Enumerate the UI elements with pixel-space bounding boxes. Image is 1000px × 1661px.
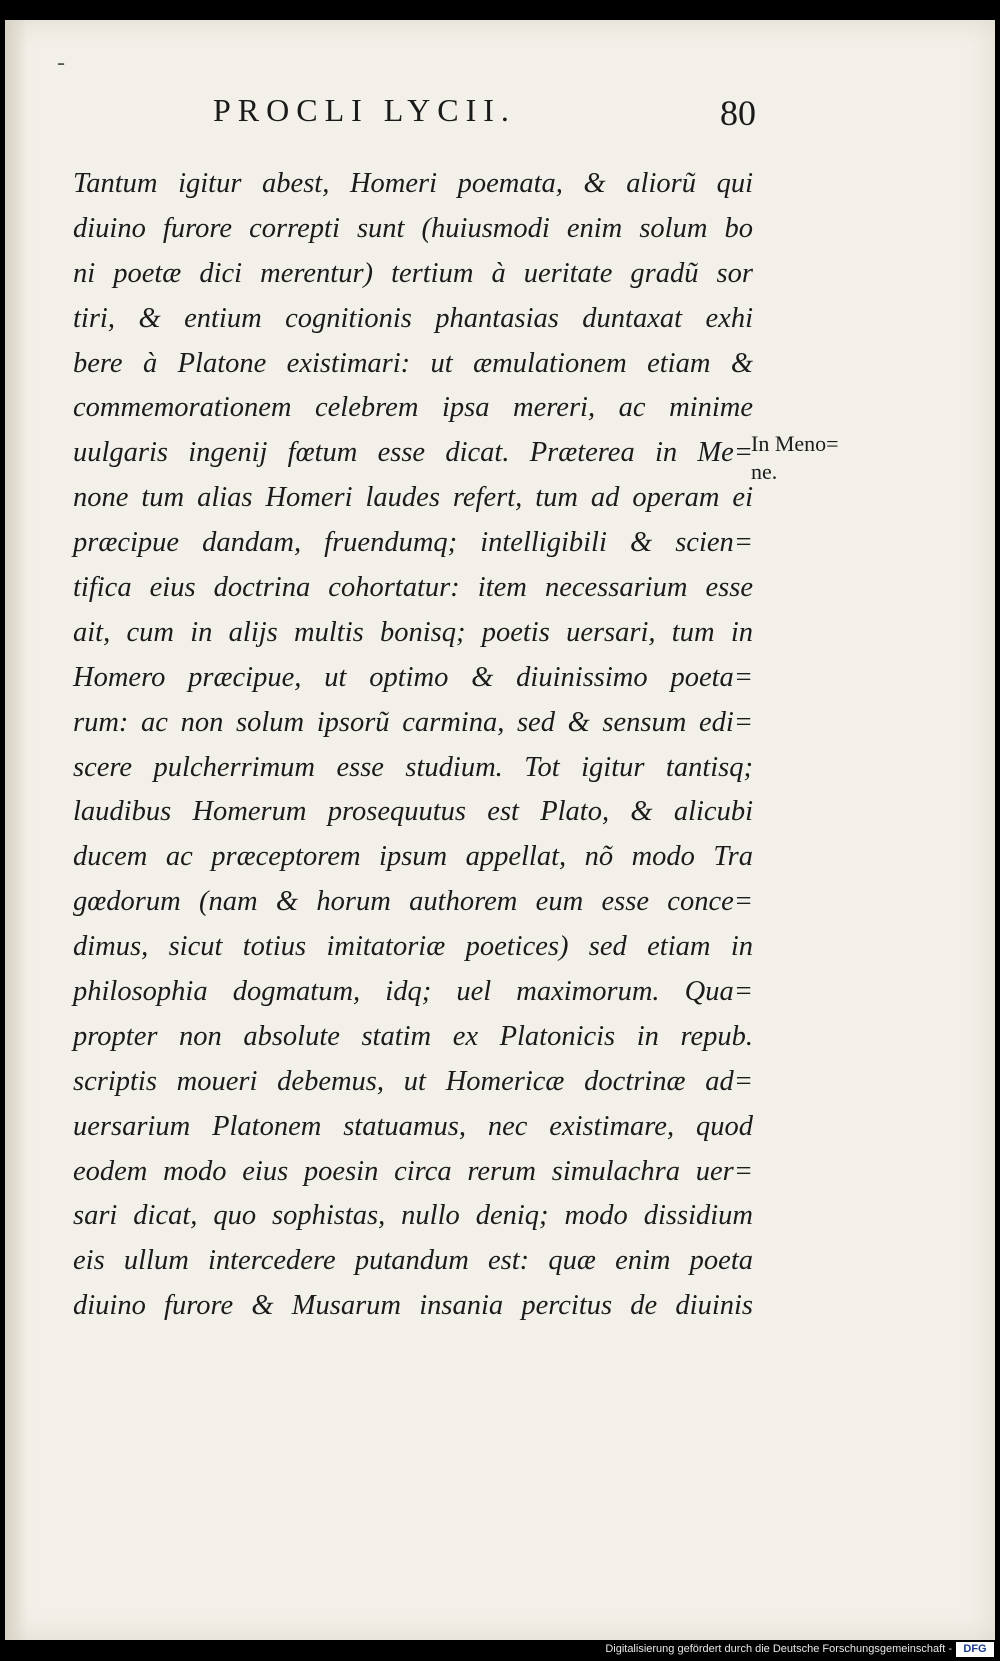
running-head: PROCLI LYCII. xyxy=(213,92,516,128)
marginal-note xyxy=(751,430,839,486)
text-line: tiri, & entium cognitionis phantasias duntaxat exhi xyxy=(73,302,753,334)
text-line: uersarium Platonem statuamus, nec existimare, quod xyxy=(73,1110,753,1142)
text-line: tifica eius doctrina cohortatur: item necessarium esse xyxy=(73,572,753,604)
text-line: ait, cum in alijs multis bonisq; poetis uersari, tum in xyxy=(73,616,753,648)
text-line: bere à Platone existimari: ut æmulationem etiam & xyxy=(73,347,753,379)
text-line: diuino furore correpti sunt (huiusmodi enim solum bo xyxy=(73,212,753,244)
text-line: sari dicat, quo sophistas, nullo deniq; modo dissidium xyxy=(73,1200,753,1232)
text-line: eis ullum intercedere putandum est: quæ enim poeta xyxy=(73,1245,753,1277)
text-line: propter non absolute statim ex Platonicis in repub. xyxy=(73,1020,753,1052)
marginal-note-line: In Meno= xyxy=(751,431,839,456)
text-line: uulgaris ingenij fœtum esse dicat. Præterea in Me= xyxy=(73,437,753,469)
text-line: rum: ac non solum ipsorũ carmina, sed & sensum edi= xyxy=(73,706,753,738)
text-line: Tantum igitur abest, Homeri poemata, & aliorũ qui xyxy=(73,168,753,199)
text-line: ducem ac præceptorem ipsum appellat, nõ modo Tra xyxy=(73,841,753,873)
text-line: ni poetæ dici merentur) tertium à ueritate gradũ sor xyxy=(73,257,753,289)
corner-mark: - xyxy=(57,50,65,76)
body-text xyxy=(73,162,753,1329)
text-line: dimus, sicut totius imitatoriæ poetices) sed etiam in xyxy=(73,931,753,963)
marginal-note-line: ne. xyxy=(751,459,778,484)
text-line: diuino furore & Musarum insania percitus de diuinis xyxy=(73,1290,753,1322)
text-line: gœdorum (nam & horum authorem eum esse conce= xyxy=(73,886,753,918)
funding-credit: Digitalisierung gefördert durch die Deutsche Forschungsgemeinschaft - xyxy=(605,1643,952,1655)
text-line: laudibus Homerum prosequutus est Plato, & alicubi xyxy=(73,796,753,828)
text-line: scriptis moueri debemus, ut Homericæ doctrinæ ad= xyxy=(73,1065,753,1097)
text-line: eodem modo eius poesin circa rerum simulachra uer= xyxy=(73,1155,753,1187)
text-line: Homero præcipue, ut optimo & diuinissimo poeta= xyxy=(73,661,753,693)
dfg-logo: DFG xyxy=(956,1642,994,1657)
text-line: philosophia dogmatum, idq; uel maximorum. Qua= xyxy=(73,976,753,1008)
text-line: præcipue dandam, fruendumq; intelligibili & scien= xyxy=(73,527,753,559)
page-number: 80 xyxy=(720,93,756,133)
page-gutter-shadow xyxy=(5,20,27,1640)
text-line: scere pulcherrimum esse studium. Tot igitur tantisq; xyxy=(73,751,753,783)
text-line: none tum alias Homeri laudes refert, tum ad operam ei xyxy=(73,482,753,514)
text-line: commemorationem celebrem ipsa mereri, ac minime xyxy=(73,392,753,424)
